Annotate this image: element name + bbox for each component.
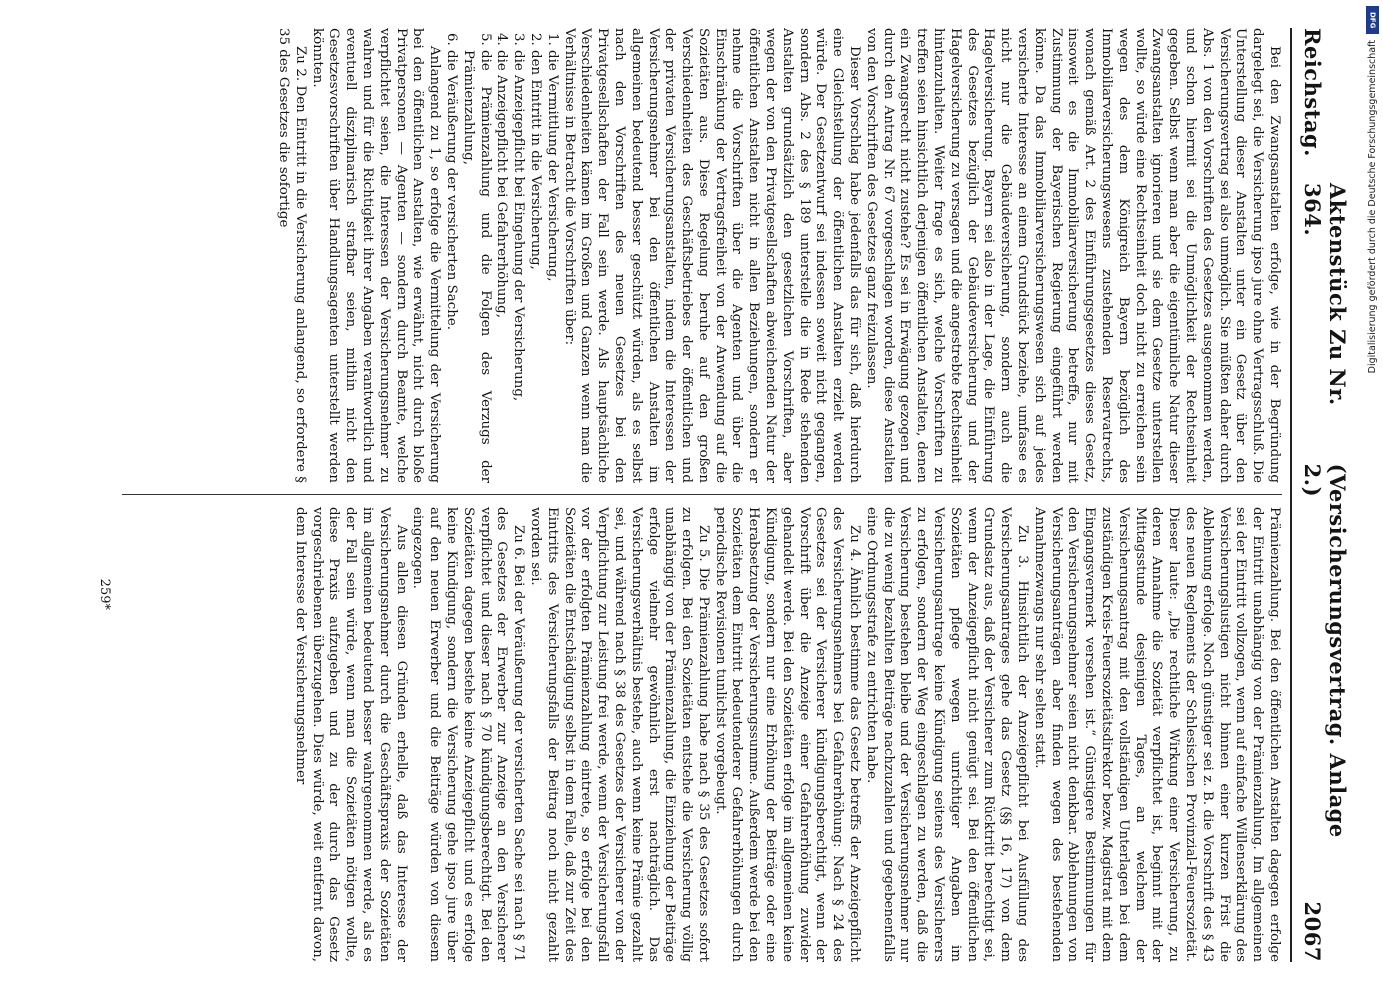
list-item: 3. die Anzeigepflicht bei Eingehung der Versicherung, <box>509 50 526 483</box>
right-paragraph-4: Zu 5. Die Prämienzahlung habe nach § 35 des Gesetzes sofort zu erfolgen. Bei den Sozietäten entstehe die Versicherung völlig unabhängig von der Prämienzahlung, die Einziehung der Beiträge erfolge vielmehr gewöhnlich erst nachträglich. Das Versicherungsverhältnis bestehe, auch wenn keine Prämie gezahlt sei, und während nach § 38 des Gesetzes der Versicherer von der Verpflichtung zur Leistung frei werde, wenn der Versicherungsfall vor der erfolgten Prämienzahlung eintrete, so erfolge bei den Sozietäten die Entschädigung selbst in dem Falle, daß zur Zeit des Eintritts des Versicherungsfalls der Beitrag noch nicht gezahlt worden sei. <box>527 507 711 962</box>
header-right <box>1300 464 1350 962</box>
header-reichstag: Reichstag. <box>1300 28 1325 157</box>
dfg-sidebar <box>1365 6 1379 996</box>
header-left <box>1300 28 1350 464</box>
right-paragraph-5: Zu 6. Bei der Veräußerung der versicherten Sache sei nach § 71 des Gesetzes der Erwerber zur Anzeige an den Versicherer verpflichtet und dieser nach § 70 kündigungsberechtigt. Bei den Sozietäten dagegen bestehe keine Anzeigepflicht und es erfolge keine Kündigung, sondern die Versicherung gehe ipso jure über auf den neuen Erwerber und die Beiträge würden von diesem eingezogen. <box>410 507 527 962</box>
dfg-credit-text: Digitalisierung gefördert durch die Deutsche Forschungsgemeinschaft <box>1366 40 1378 374</box>
left-paragraph-2: Dieser Vorschlag habe jedenfalls das für sich, daß hierdurch eine Gleichstellung der öffentlichen Anstalten erzielt werden würde. Der Gesetzentwurf sei indessen soweit nicht gegangen, sondern Abs. 2 des § 189 unterstelle die in Rede stehenden Anstalten grundsätzlich den gesetzlichen Vorschriften, aber wegen der von den Privatgesellschaften abweichenden Natur der öffentlichen Anstalten nicht in allen Beziehungen, sondern er nehme die Vorschriften über die Agenten und über die Einschränkung der Vertragsfreiheit von der Anwendung auf die Sozietäten aus. Diese Regelung beruhe auf den großen Verschiedenheiten des Geschäftsbetriebes der öffentlichen und der privaten Versicherungsanstalten, indem die Interessen der Versicherungsnehmer bei den öffentlichen Anstalten im allgemeinen bedeutend besser geschützt würden, als es selbst nach den Vorschriften des neuen Gesetzes bei den Privatgesellschaften der Fall sein werde. Als hauptsächliche Verschiedenheiten kämen im Großen und Ganzen wenn man die Verhältnisse in Betracht die Vorschriften über: <box>561 28 863 483</box>
right-paragraph-2: Zu 3. Hinsichtlich der Anzeigepflicht bei Ausfüllung des Versicherungsantrages gehe das Gesetz (§§ 16, 17) von dem Grundsatz aus, daß der Versicherer zum Rücktritt berechtigt sei, wenn der Anzeigepflicht nicht genügt sei. Bei den öffentlichen Sozietäten pflege wegen unrichtiger Angaben im Versicherungsantrage keine Kündigung seitens des Versicherers zu erfolgen, sondern der Weg eingeschlagen zu werden, daß die Versicherung bestehen bleibe und der Versicherungsnehmer nur die zu wenig bezahlten Beiträge nachzuzahlen und gegebenenfalls eine Ordnungsstrafe zu entrichten habe. <box>863 507 1031 962</box>
left-paragraph-3: Anlangend zu 1, so erfolge die Vermittelung der Versicherung bei den öffentlichen Anstalten, wie erwähnt, nicht durch bloße Privatpersonen — Agenten — sondern durch Beamte, welche verpflichtet seien, die Interessen der Versicherungsnehmer zu wahren und für die Richtigkeit ihrer Angaben verantwortlich und eventuell disziplinarisch strafbar seien, mithin nicht den Gesetzesvorschriften über Handlungsagenten unterstellt werden könnten. <box>309 28 443 483</box>
page-content <box>60 20 1350 970</box>
right-paragraph-6: Aus allen diesen Gründen erhelle, daß das Interesse der Versicherungsnehmer durch die Geschäftspraxis der Sozietäten im allgemeinen bedeutend besser wahrgenommen werde, als es der Fall sein würde, wenn man die Sozietäten nötigen wollte, diese Praxis aufzugeben und zu der durch das Gesetz vorgeschriebenen überzugehen. Dies würde, weit entfernt davon, dem Interesse der Versicherungsnehmer <box>292 507 409 962</box>
header-anlage: (Versicherungsvertrag. Anlage 2.) <box>1300 463 1350 838</box>
left-paragraph-4: Zu 2. Den Eintritt in die Versicherung anlangend, so erfordere § 35 des Gesetzes die sofortige <box>275 28 308 483</box>
list-item: 1. die Vermittlung der Versicherung, <box>543 50 560 483</box>
dfg-logo-icon: DFG <box>1366 6 1379 34</box>
list-item: 6. die Veräußerung der versicherten Sache. <box>442 50 459 483</box>
left-paragraph-1: Bei den Zwangsanstalten erfolge, wie in der Begründung dargelegt sei, die Versicherung ipso jure ohne Vertragsschluß. Die Unterstellung dieser Anstalten unter ein Gesetz über den Versicherungsvertrag sei also unmöglich. Sie müßten daher durch Abs. 1 von den Vorschriften des Gesetzes ausgenommen werden, und schon hiermit sei die Unmöglichkeit der Rechtseinheit gegeben. Selbst wenn man aber die eigentümliche Natur dieser Zwangsanstalten ignorieren und sie dem Gesetze unterstellen wollte, so würde eine Rechtseinheit doch nicht zu erreichen sein wegen des dem Königreich Bayern bezüglich des Immobiliarversicherungswesens zustehenden Reservatrechts, wonach gemäß Art. 2 des Einführungsgesetzes dieses Gesetz, insoweit es die Immobiliarversicherung betreffe, nur mit Zustimmung der Bayerischen Regierung eingeführt werden könne. Da das Immobiliarversicherungswesen sich auf jedes versicherte Interesse an einem Grundstück beziehe, umfasse es nicht nur die Gebäudeversicherung, sondern auch die Hagelversicherung. Bayern sei also in der Lage, die Einführung des Gesetzes bezüglich der Gebäudeversicherung und der Hagelversicherung zu versagen und die angestrebte Rechtseinheit hintanzuhalten. Weiter frage es sich, welche Vorschriften zu treffen seien hinsichtlich derjenigen öffentlichen Anstalten, denen ein Zwangsrecht nicht zustehe? Es sei in Erwägung gezogen und durch den Antrag Nr. 67 vorgeschlagen worden, diese Anstalten von den Vorschriften des Gesetzes ganz freizulassen. <box>863 28 1282 483</box>
sheet-signature: 259* <box>97 578 112 610</box>
enumerated-list <box>442 50 560 483</box>
list-item: 4. die Anzeigepflicht bei Gefahrerhöhung, <box>493 50 510 483</box>
page-number: 2067 <box>1300 901 1325 962</box>
rotated-document-page <box>40 20 1350 970</box>
column-divider <box>122 494 1282 495</box>
page-header <box>1300 28 1350 962</box>
right-paragraph-1: Prämienzahlung. Bei den öffentlichen Anstalten dagegen erfolge der Eintritt unabhängig von der Prämienzahlung. Im allgemeinen sei der Eintritt vollzogen, wenn auf einfache Willenserklärung des Versicherungslustigen nicht binnen einer kurzen Frist die Ablehnung erfolge. Noch günstiger sei z. B. die Vorschrift des § 43 des neuen Reglements der Schlesischen Provinzial-Feuersozietät. Dieser laute: „Die rechtliche Wirkung einer Versicherung, zu deren Annahme die Sozietät verpflichtet ist, beginnt mit der Mittagsstunde desjenigen Tages, an welchem der Versicherungsantrag mit den vollständigen Unterlagen bei dem zuständigen Kreis-Feuersozietätsdirektor bezw. Magistrat mit dem Eingangsvermerk versehen ist.“ Günstigere Bestimmungen für den Versicherungsnehmer seien nicht denkbar. Ablehnungen von Versicherungsanträgen aber finden wegen des bestehenden Annahmezwangs nur sehr selten statt. <box>1031 507 1282 962</box>
right-column <box>112 507 1282 962</box>
right-paragraph-3: Zu 4. Ähnlich bestimme das Gesetz betreffs der Anzeigepflicht des Versicherungsnehmers bei Gefahrerhöhung: Nach § 24 des Gesetzes sei der Versicherer kündigungsberechtigt, wenn der Vorschrift über die Anzeige einer Gefahrerhöhung zuwider gehandelt werde. Bei den Sozietäten erfolge im allgemeinen keine Kündigung, sondern nur eine Erhöhung der Beiträge oder eine Herabsetzung der Versicherungssumme. Außerdem werde bei den Sozietäten dem Eintritt bedeutenderer Gefahrerhöhungen durch periodische Revisionen tunlichst vorgebeugt. <box>712 507 863 962</box>
list-item: 5. die Prämienzahlung und die Folgen des Verzugs der Prämienzahlung, <box>459 50 493 483</box>
left-column <box>112 28 1282 483</box>
list-item: 2. den Eintritt in die Versicherung, <box>526 50 543 483</box>
header-aktenstueck: Aktenstück Zu Nr. 364. <box>1300 182 1350 406</box>
header-rule <box>1290 28 1292 962</box>
